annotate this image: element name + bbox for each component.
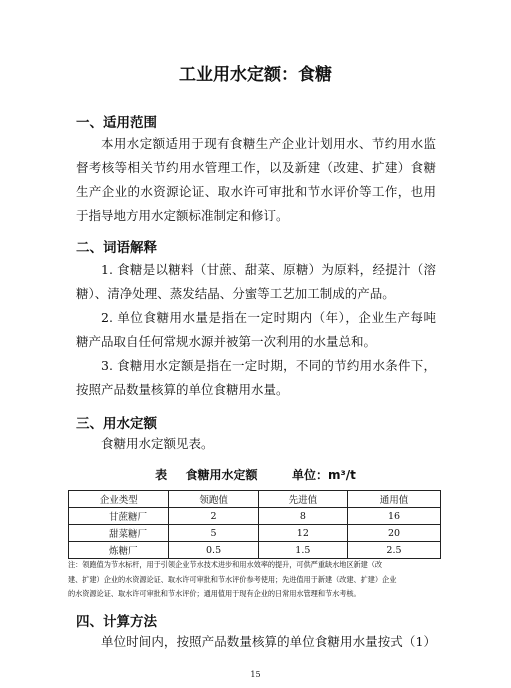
note-line: 建、扩建）企业的水资源论证、取水许可审批和节水评价参考使用；先进值用于新建（改建、扩建）企业: [68, 574, 397, 584]
table-caption-prefix: 表: [155, 468, 168, 482]
table-note: [68, 558, 441, 602]
table-header-row: [69, 491, 441, 508]
table-header-cell: 企业类型: [69, 491, 169, 508]
text-line: 糖）、清净处理、蒸发结晶、分蜜等工艺加工制成的产品。: [76, 286, 395, 301]
table-unit-label: 单位：m³/t: [291, 468, 356, 482]
table-row: [69, 525, 441, 542]
text-line: 督考核等相关节约用水管理工作，以及新建（改建、扩建）食糖: [76, 160, 436, 175]
section-body-scope: [76, 132, 436, 228]
section-heading-method: 四、计算方法: [76, 614, 157, 630]
table-header-cell: 先进值: [258, 491, 347, 508]
table-cell: 1.5: [258, 542, 347, 559]
section-heading-definitions: 二、词语解释: [76, 240, 157, 256]
quota-table: [68, 490, 441, 559]
table-cell: 20: [347, 525, 440, 542]
table-cell: 2: [169, 508, 258, 525]
section-body-method: [76, 630, 436, 654]
text-line: 本用水定额适用于现有食糖生产企业计划用水、节约用水监: [101, 136, 436, 151]
table-caption-name: 食糖用水定额: [185, 468, 258, 482]
text-line: 于指导地方用水定额标准制定和修订。: [76, 208, 289, 223]
table-row: [69, 542, 441, 559]
table-cell: 甜菜糖厂: [69, 525, 169, 542]
text-line: 2. 单位食糖用水量是指在一定时期内（年），企业生产每吨: [101, 310, 436, 325]
table-caption: [0, 466, 511, 483]
table-cell: 甘蔗糖厂: [69, 508, 169, 525]
table-header-cell: 领跑值: [169, 491, 258, 508]
table-cell: 0.5: [169, 542, 258, 559]
note-line: 的水资源论证、取水许可审批和节水评价；通用值用于现有企业的日常用水管理和节水考核。: [68, 589, 361, 598]
text-line: 糖产品取自任何常规水源并被第一次利用的水量总和。: [76, 334, 377, 349]
table-header-cell: 通用值: [347, 491, 440, 508]
table-cell: 5: [169, 525, 258, 542]
table-cell: 2.5: [347, 542, 440, 559]
section-heading-quota: 三、用水定额: [76, 416, 157, 432]
table-cell: 8: [258, 508, 347, 525]
text-line: 单位时间内，按照产品数量核算的单位食糖用水量按式（1）: [101, 634, 436, 649]
text-line: 按照产品数量核算的单位食糖用水量。: [76, 382, 289, 397]
table-cell: 12: [258, 525, 347, 542]
table-cell: 炼糖厂: [69, 542, 169, 559]
document-title: 工业用水定额：食糖: [179, 65, 332, 85]
section-body-quota: [76, 432, 436, 456]
text-line: 1. 食糖是以糖料（甘蔗、甜菜、原糖）为原料，经提汁（溶: [101, 262, 436, 277]
text-line: 食糖用水定额见表。: [101, 436, 214, 451]
page-number: 15: [250, 670, 261, 679]
text-line: 3. 食糖用水定额是指在一定时期，不同的节约用水条件下，: [101, 358, 436, 373]
text-line: 生产企业的水资源论证、取水许可审批和节水评价等工作，也用: [76, 184, 436, 199]
note-line: 注：领跑值为节水标杆，用于引领企业节水技术进步和用水效率的提升，可供严重缺水地区新建（改: [68, 560, 383, 569]
section-body-definitions: [76, 258, 436, 402]
table-cell: 16: [347, 508, 440, 525]
table-row: [69, 508, 441, 525]
section-heading-scope: 一、适用范围: [76, 115, 157, 131]
